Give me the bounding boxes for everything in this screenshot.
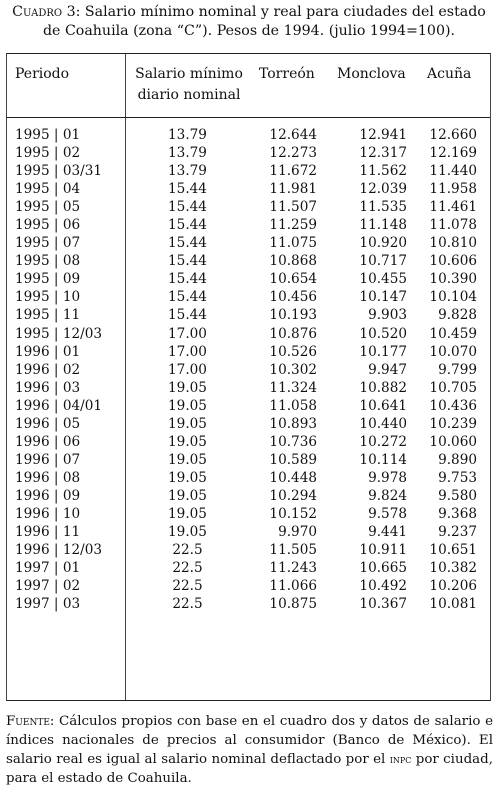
cell-monclova: 9.947 xyxy=(368,361,407,378)
cell-monclova: 12.039 xyxy=(359,181,407,198)
cell-salario-nominal: 13.79 xyxy=(168,163,207,180)
source-label: Fuente: xyxy=(6,714,55,729)
cell-torreon: 11.507 xyxy=(269,199,317,216)
cell-acuna: 10.070 xyxy=(429,343,477,360)
cell-acuna: 10.459 xyxy=(429,325,477,342)
table-row xyxy=(7,306,490,324)
cell-salario-nominal: 19.05 xyxy=(168,487,207,504)
cell-monclova: 12.317 xyxy=(359,145,407,162)
cell-monclova: 10.520 xyxy=(359,325,407,342)
header-salario-nominal: Salario mínimo diario nominal xyxy=(135,66,243,103)
cell-acuna: 10.606 xyxy=(429,253,477,270)
cell-acuna: 10.810 xyxy=(429,235,477,252)
cell-monclova: 10.367 xyxy=(359,596,407,613)
table-row xyxy=(7,451,490,469)
cell-acuna: 10.390 xyxy=(429,271,477,288)
cell-periodo: 1995 | 05 xyxy=(15,199,81,216)
cell-periodo: 1996 | 04/01 xyxy=(15,397,102,414)
cell-monclova: 10.920 xyxy=(359,235,407,252)
table-caption xyxy=(6,3,492,41)
cell-periodo: 1995 | 03/31 xyxy=(15,163,102,180)
table-header xyxy=(7,54,490,118)
cell-acuna: 10.705 xyxy=(429,379,477,396)
cell-periodo: 1997 | 02 xyxy=(15,578,81,595)
table-row xyxy=(7,198,490,216)
cell-monclova: 10.455 xyxy=(359,271,407,288)
cell-acuna: 11.958 xyxy=(429,181,477,198)
cell-acuna: 10.382 xyxy=(429,560,477,577)
cell-salario-nominal: 19.05 xyxy=(168,433,207,450)
cell-periodo: 1996 | 09 xyxy=(15,487,81,504)
cell-monclova: 10.882 xyxy=(359,379,407,396)
cell-salario-nominal: 22.5 xyxy=(172,560,203,577)
source-text: Cálculos propios con base en el cuadro dos y datos de salario e índices nacionales de precios al consumidor (Banco de México). El salario real es igual al salario nominal deflactado por el xyxy=(6,714,493,767)
header-periodo: Periodo xyxy=(15,66,70,82)
table-row xyxy=(7,469,490,487)
cell-periodo: 1996 | 10 xyxy=(15,505,81,522)
cell-monclova: 11.535 xyxy=(359,199,407,216)
cell-periodo: 1996 | 01 xyxy=(15,343,81,360)
cell-salario-nominal: 22.5 xyxy=(172,542,203,559)
cell-torreon: 10.893 xyxy=(269,415,317,432)
cell-salario-nominal: 17.00 xyxy=(168,361,207,378)
source-note xyxy=(6,712,493,788)
cell-torreon: 11.672 xyxy=(269,163,317,180)
cell-torreon: 9.970 xyxy=(278,524,317,541)
cell-salario-nominal: 13.79 xyxy=(168,127,207,143)
cell-monclova: 10.492 xyxy=(359,578,407,595)
cell-torreon: 10.448 xyxy=(269,469,317,486)
cell-salario-nominal: 19.05 xyxy=(168,524,207,541)
cell-periodo: 1996 | 12/03 xyxy=(15,542,102,559)
cell-acuna: 11.461 xyxy=(429,199,477,216)
cell-torreon: 10.876 xyxy=(269,325,317,342)
cell-salario-nominal: 19.05 xyxy=(168,415,207,432)
cell-acuna: 12.660 xyxy=(429,127,477,143)
cell-salario-nominal: 15.44 xyxy=(168,253,207,270)
table-row xyxy=(7,487,490,505)
cell-torreon: 10.654 xyxy=(269,271,317,288)
cell-torreon: 10.193 xyxy=(269,307,317,324)
table-row xyxy=(7,126,490,144)
cell-torreon: 11.243 xyxy=(269,560,317,577)
cell-salario-nominal: 19.05 xyxy=(168,469,207,486)
cell-acuna: 9.828 xyxy=(438,307,477,324)
table-row xyxy=(7,288,490,306)
cell-acuna: 11.078 xyxy=(429,217,477,234)
cell-periodo: 1995 | 10 xyxy=(15,289,81,306)
cell-monclova: 11.148 xyxy=(359,217,407,234)
cell-salario-nominal: 15.44 xyxy=(168,271,207,288)
cell-monclova: 10.911 xyxy=(359,542,407,559)
table-row xyxy=(7,252,490,270)
source-text-end: por ciudad, para el estado de Coahuila. xyxy=(6,752,493,786)
cell-periodo: 1995 | 12/03 xyxy=(15,325,102,342)
cell-acuna: 10.104 xyxy=(429,289,477,306)
cell-salario-nominal: 15.44 xyxy=(168,289,207,306)
table-row xyxy=(7,397,490,415)
source-abbreviation: inpc xyxy=(389,753,412,766)
table-row xyxy=(7,234,490,252)
cell-salario-nominal: 13.79 xyxy=(168,145,207,162)
cell-salario-nominal: 15.44 xyxy=(168,181,207,198)
cell-torreon: 12.644 xyxy=(269,127,317,143)
cell-monclova: 10.440 xyxy=(359,415,407,432)
cell-monclova: 10.147 xyxy=(359,289,407,306)
cell-salario-nominal: 22.5 xyxy=(172,596,203,613)
cell-salario-nominal: 17.00 xyxy=(168,343,207,360)
cell-salario-nominal: 19.05 xyxy=(168,451,207,468)
cell-torreon: 12.273 xyxy=(269,145,317,162)
cell-monclova: 12.941 xyxy=(359,127,407,143)
header-acuna: Acuña xyxy=(427,66,472,82)
cell-monclova: 10.177 xyxy=(359,343,407,360)
cell-periodo: 1997 | 03 xyxy=(15,596,81,613)
cell-torreon: 11.066 xyxy=(269,578,317,595)
cell-salario-nominal: 15.44 xyxy=(168,217,207,234)
cell-acuna: 10.081 xyxy=(429,596,477,613)
table-row xyxy=(7,415,490,433)
table-row xyxy=(7,270,490,288)
cell-salario-nominal: 15.44 xyxy=(168,235,207,252)
cell-monclova: 9.978 xyxy=(368,469,407,486)
cell-torreon: 11.981 xyxy=(269,181,317,198)
table-row xyxy=(7,180,490,198)
cell-torreon: 10.456 xyxy=(269,289,317,306)
cell-torreon: 11.075 xyxy=(269,235,317,252)
cell-acuna: 10.651 xyxy=(429,542,477,559)
table-row xyxy=(7,162,490,180)
cell-periodo: 1997 | 01 xyxy=(15,560,81,577)
table-row xyxy=(7,433,490,451)
cell-periodo: 1996 | 02 xyxy=(15,361,81,378)
cell-periodo: 1995 | 11 xyxy=(15,307,81,324)
cell-acuna: 9.237 xyxy=(438,524,477,541)
table-row xyxy=(7,595,490,613)
cell-monclova: 9.824 xyxy=(368,487,407,504)
cell-torreon: 11.259 xyxy=(269,217,317,234)
table-row xyxy=(7,523,490,541)
table-row xyxy=(7,577,490,595)
header-monclova: Monclova xyxy=(337,66,406,82)
cell-periodo: 1996 | 03 xyxy=(15,379,81,396)
cell-monclova: 9.903 xyxy=(368,307,407,324)
cell-acuna: 10.206 xyxy=(429,578,477,595)
cell-periodo: 1995 | 09 xyxy=(15,271,81,288)
cell-periodo: 1996 | 06 xyxy=(15,433,81,450)
table-row xyxy=(7,379,490,397)
cell-torreon: 10.868 xyxy=(269,253,317,270)
cell-periodo: 1996 | 11 xyxy=(15,524,81,541)
table-row xyxy=(7,505,490,523)
cell-monclova: 10.272 xyxy=(359,433,407,450)
table-row xyxy=(7,541,490,559)
cell-monclova: 10.114 xyxy=(359,451,407,468)
table-row xyxy=(7,343,490,361)
header-torreon: Torreón xyxy=(259,66,315,82)
cell-salario-nominal: 19.05 xyxy=(168,397,207,414)
table-body xyxy=(7,126,490,613)
cell-acuna: 11.440 xyxy=(429,163,477,180)
cell-periodo: 1995 | 06 xyxy=(15,217,81,234)
cell-monclova: 10.717 xyxy=(359,253,407,270)
table-row xyxy=(7,216,490,234)
cell-monclova: 9.441 xyxy=(368,524,407,541)
cell-periodo: 1995 | 02 xyxy=(15,145,81,162)
cell-acuna: 9.890 xyxy=(438,451,477,468)
cell-torreon: 10.589 xyxy=(269,451,317,468)
cell-periodo: 1996 | 08 xyxy=(15,469,81,486)
cell-torreon: 10.736 xyxy=(269,433,317,450)
cell-acuna: 10.060 xyxy=(429,433,477,450)
cell-torreon: 11.058 xyxy=(269,397,317,414)
caption-label: Cuadro 3: xyxy=(12,4,81,20)
cell-salario-nominal: 15.44 xyxy=(168,307,207,324)
cell-salario-nominal: 17.00 xyxy=(168,325,207,342)
cell-acuna: 10.436 xyxy=(429,397,477,414)
cell-acuna: 9.799 xyxy=(438,361,477,378)
cell-periodo: 1995 | 08 xyxy=(15,253,81,270)
cell-acuna: 10.239 xyxy=(429,415,477,432)
cell-periodo: 1995 | 01 xyxy=(15,127,81,143)
cell-acuna: 9.580 xyxy=(438,487,477,504)
table-row xyxy=(7,559,490,577)
cell-periodo: 1996 | 05 xyxy=(15,415,81,432)
cell-acuna: 9.753 xyxy=(438,469,477,486)
cell-torreon: 10.294 xyxy=(269,487,317,504)
cell-salario-nominal: 19.05 xyxy=(168,505,207,522)
cell-torreon: 10.526 xyxy=(269,343,317,360)
cell-monclova: 11.562 xyxy=(359,163,407,180)
cell-monclova: 9.578 xyxy=(368,505,407,522)
table-row xyxy=(7,325,490,343)
table-row xyxy=(7,144,490,162)
cell-torreon: 11.324 xyxy=(269,379,317,396)
caption-text: Salario mínimo nominal y real para ciudades del estado de Coahuila (zona “C”). Pesos de 1994. (julio 1994=100). xyxy=(42,4,486,39)
table-row xyxy=(7,361,490,379)
cell-acuna: 12.169 xyxy=(429,145,477,162)
cell-torreon: 10.302 xyxy=(269,361,317,378)
cell-salario-nominal: 22.5 xyxy=(172,578,203,595)
wage-table xyxy=(6,53,491,701)
cell-salario-nominal: 19.05 xyxy=(168,379,207,396)
cell-periodo: 1995 | 04 xyxy=(15,181,81,198)
cell-torreon: 11.505 xyxy=(269,542,317,559)
cell-periodo: 1995 | 07 xyxy=(15,235,81,252)
cell-torreon: 10.875 xyxy=(269,596,317,613)
cell-torreon: 10.152 xyxy=(269,505,317,522)
cell-monclova: 10.641 xyxy=(359,397,407,414)
cell-salario-nominal: 15.44 xyxy=(168,199,207,216)
cell-acuna: 9.368 xyxy=(438,505,477,522)
cell-periodo: 1996 | 07 xyxy=(15,451,81,468)
cell-monclova: 10.665 xyxy=(359,560,407,577)
